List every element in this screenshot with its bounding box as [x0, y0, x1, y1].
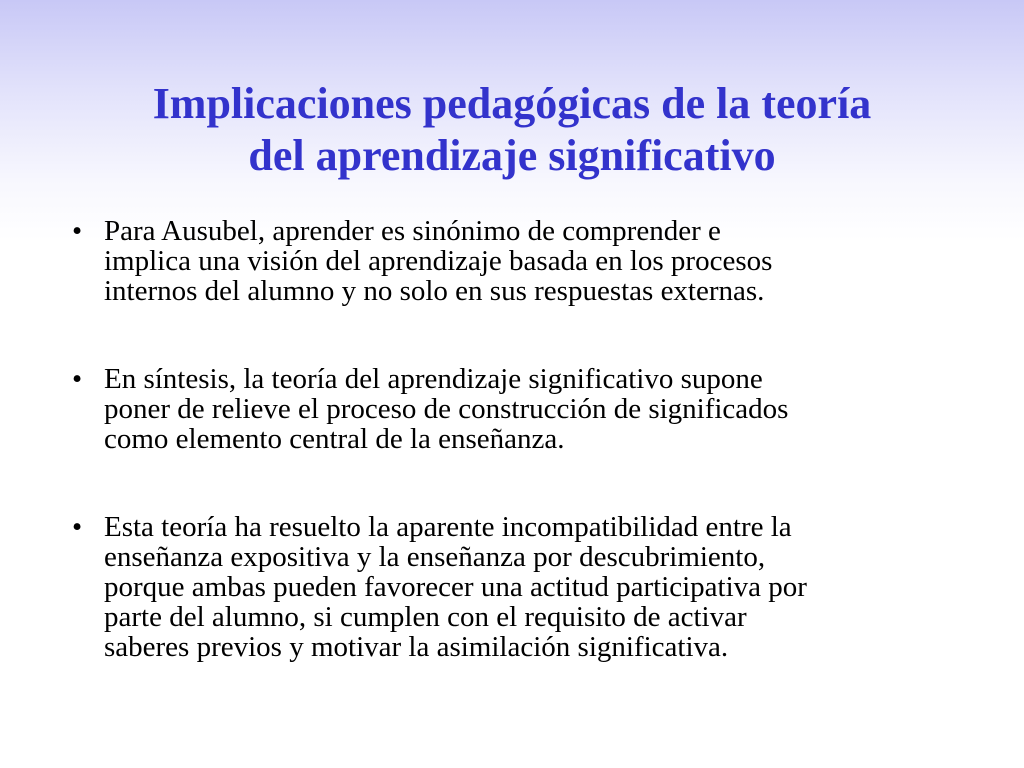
bullet-marker: •	[72, 215, 83, 247]
bullet-marker: •	[72, 363, 83, 395]
slide-title-line-1: Implicaciones pedagógicas de la teoría	[152, 79, 872, 128]
bullet-text: Esta teoría ha resuelto la aparente incompatibilidad entre la enseñanza expositiva y la enseñanza por descubrimiento, porque ambas pueden favorecer una actitud participativa por parte del alumno, si cumplen con el requisito de activar saberes previos y motivar la asimilación significativa.	[104, 511, 807, 663]
bullet-text: Para Ausubel, aprender es sinónimo de comprender e implica una visión del aprendizaje basada en los procesos internos del alumno y no solo en sus respuestas externas.	[104, 215, 773, 307]
bullet-item-2	[72, 364, 972, 454]
slide-title	[40, 78, 984, 182]
bullet-item-1	[72, 216, 972, 306]
bullet-text: En síntesis, la teoría del aprendizaje significativo supone poner de relieve el proceso de construcción de significados como elemento central de la enseñanza.	[104, 363, 789, 455]
bullet-list	[72, 216, 972, 720]
bullet-marker: •	[72, 511, 83, 543]
slide-title-line-2: del aprendizaje significativo	[248, 131, 776, 180]
bullet-item-3	[72, 512, 972, 662]
